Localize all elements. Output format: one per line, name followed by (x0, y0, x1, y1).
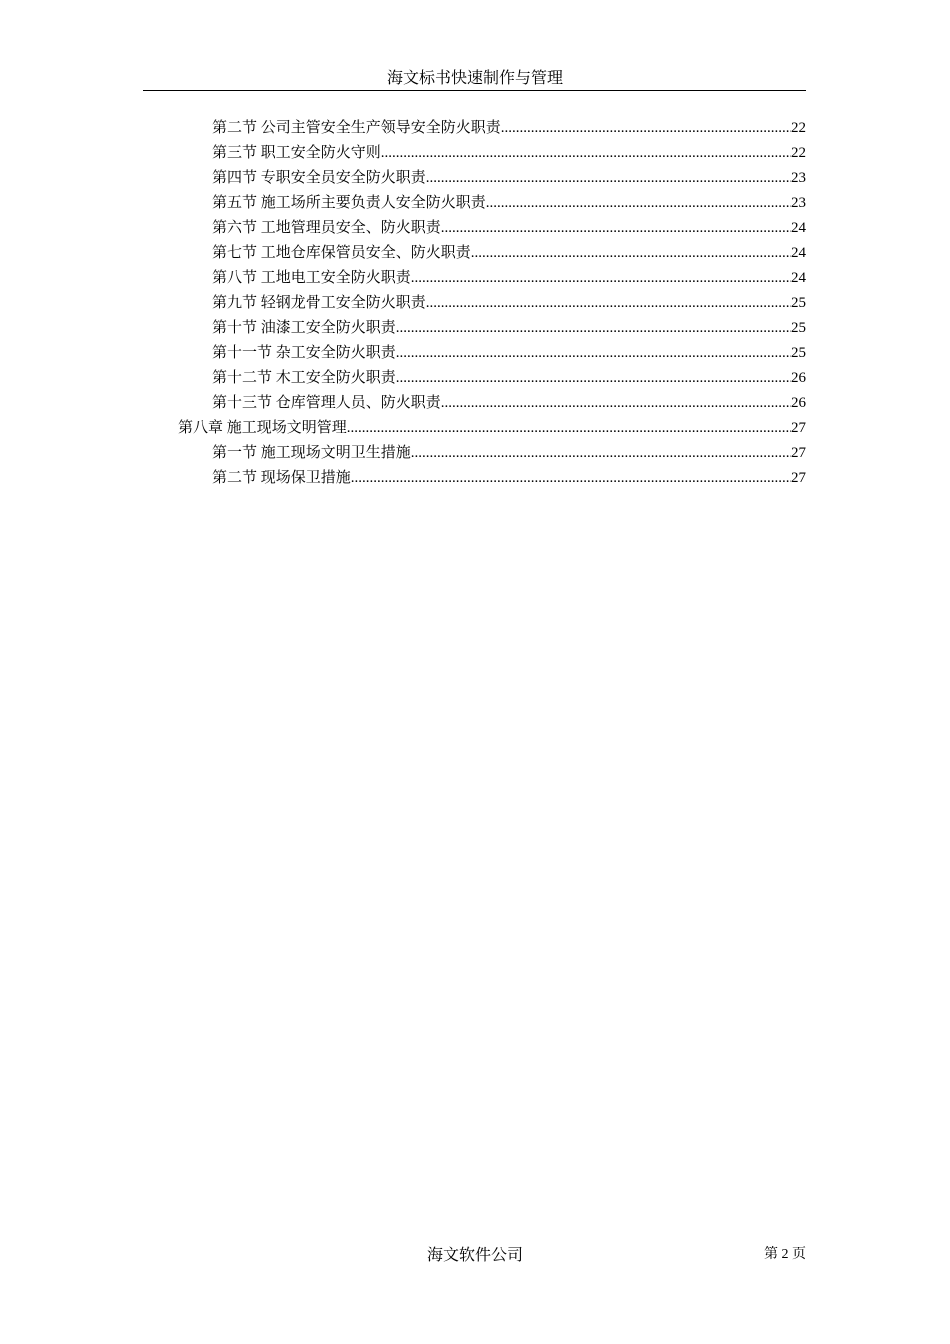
toc-entry-title: 第三节 职工安全防火守则 (212, 145, 381, 161)
toc-entry[interactable] (143, 216, 806, 241)
toc-entry-title: 第十二节 木工安全防火职责 (212, 370, 396, 386)
toc-dot-leader (441, 216, 791, 241)
toc-dot-leader (396, 316, 791, 341)
toc-entry-title: 第一节 施工现场文明卫生措施 (212, 445, 411, 461)
toc-chapter-entry[interactable] (143, 416, 806, 441)
toc-entry-page: 25 (791, 295, 806, 311)
toc-dot-leader (351, 466, 791, 491)
toc-entry-title: 第十一节 杂工安全防火职责 (212, 345, 396, 361)
toc-entry-page: 27 (791, 420, 806, 436)
toc-dot-leader (411, 266, 791, 291)
toc-dot-leader (486, 191, 791, 216)
toc-entry-page: 24 (791, 245, 806, 261)
toc-entry[interactable] (143, 316, 806, 341)
toc-entry-title: 第六节 工地管理员安全、防火职责 (212, 220, 441, 236)
toc-entry-title: 第八节 工地电工安全防火职责 (212, 270, 411, 286)
toc-dot-leader (471, 241, 791, 266)
toc-entry-page: 24 (791, 220, 806, 236)
toc-entry[interactable] (143, 116, 806, 141)
toc-entry[interactable] (143, 441, 806, 466)
header-divider (143, 90, 806, 91)
toc-entry-page: 25 (791, 320, 806, 336)
toc-dot-leader (411, 441, 791, 466)
toc-entry[interactable] (143, 266, 806, 291)
toc-entry-title: 第九节 轻钢龙骨工安全防火职责 (212, 295, 426, 311)
toc-dot-leader (381, 141, 791, 166)
footer-page-number: 第 2 页 (764, 1247, 806, 1262)
toc-entry[interactable] (143, 166, 806, 191)
toc-entry[interactable] (143, 341, 806, 366)
toc-entry-title: 第二节 现场保卫措施 (212, 470, 351, 486)
toc-entry-page: 27 (791, 470, 806, 486)
toc-dot-leader (347, 416, 791, 441)
toc-entry[interactable] (143, 191, 806, 216)
toc-entry-page: 24 (791, 270, 806, 286)
toc-dot-leader (501, 116, 791, 141)
toc-entry[interactable] (143, 366, 806, 391)
toc-entry-title: 第七节 工地仓库保管员安全、防火职责 (212, 245, 471, 261)
toc-entry-page: 22 (791, 145, 806, 161)
toc-entry-page: 27 (791, 445, 806, 461)
footer-company-name: 海文软件公司 (426, 1247, 523, 1264)
table-of-contents (143, 116, 806, 491)
toc-dot-leader (396, 366, 791, 391)
toc-entry-page: 23 (791, 170, 806, 186)
toc-entry-page: 26 (791, 370, 806, 386)
toc-entry-page: 23 (791, 195, 806, 211)
toc-entry-title: 第二节 公司主管安全生产领导安全防火职责 (212, 120, 501, 136)
toc-dot-leader (441, 391, 791, 416)
toc-entry-title: 第四节 专职安全员安全防火职责 (212, 170, 426, 186)
toc-entry[interactable] (143, 241, 806, 266)
toc-entry-title: 第十三节 仓库管理人员、防火职责 (212, 395, 441, 411)
toc-dot-leader (426, 166, 791, 191)
toc-entry-title: 第十节 油漆工安全防火职责 (212, 320, 396, 336)
toc-entry-title: 第八章 施工现场文明管理 (178, 420, 347, 436)
toc-entry-page: 26 (791, 395, 806, 411)
toc-dot-leader (396, 341, 791, 366)
toc-entry[interactable] (143, 391, 806, 416)
toc-entry-page: 25 (791, 345, 806, 361)
toc-entry-title: 第五节 施工场所主要负责人安全防火职责 (212, 195, 486, 211)
toc-dot-leader (426, 291, 791, 316)
toc-entry[interactable] (143, 141, 806, 166)
toc-entry[interactable] (143, 466, 806, 491)
page-header-title: 海文标书快速制作与管理 (386, 70, 563, 87)
toc-entry[interactable] (143, 291, 806, 316)
toc-entry-page: 22 (791, 120, 806, 136)
